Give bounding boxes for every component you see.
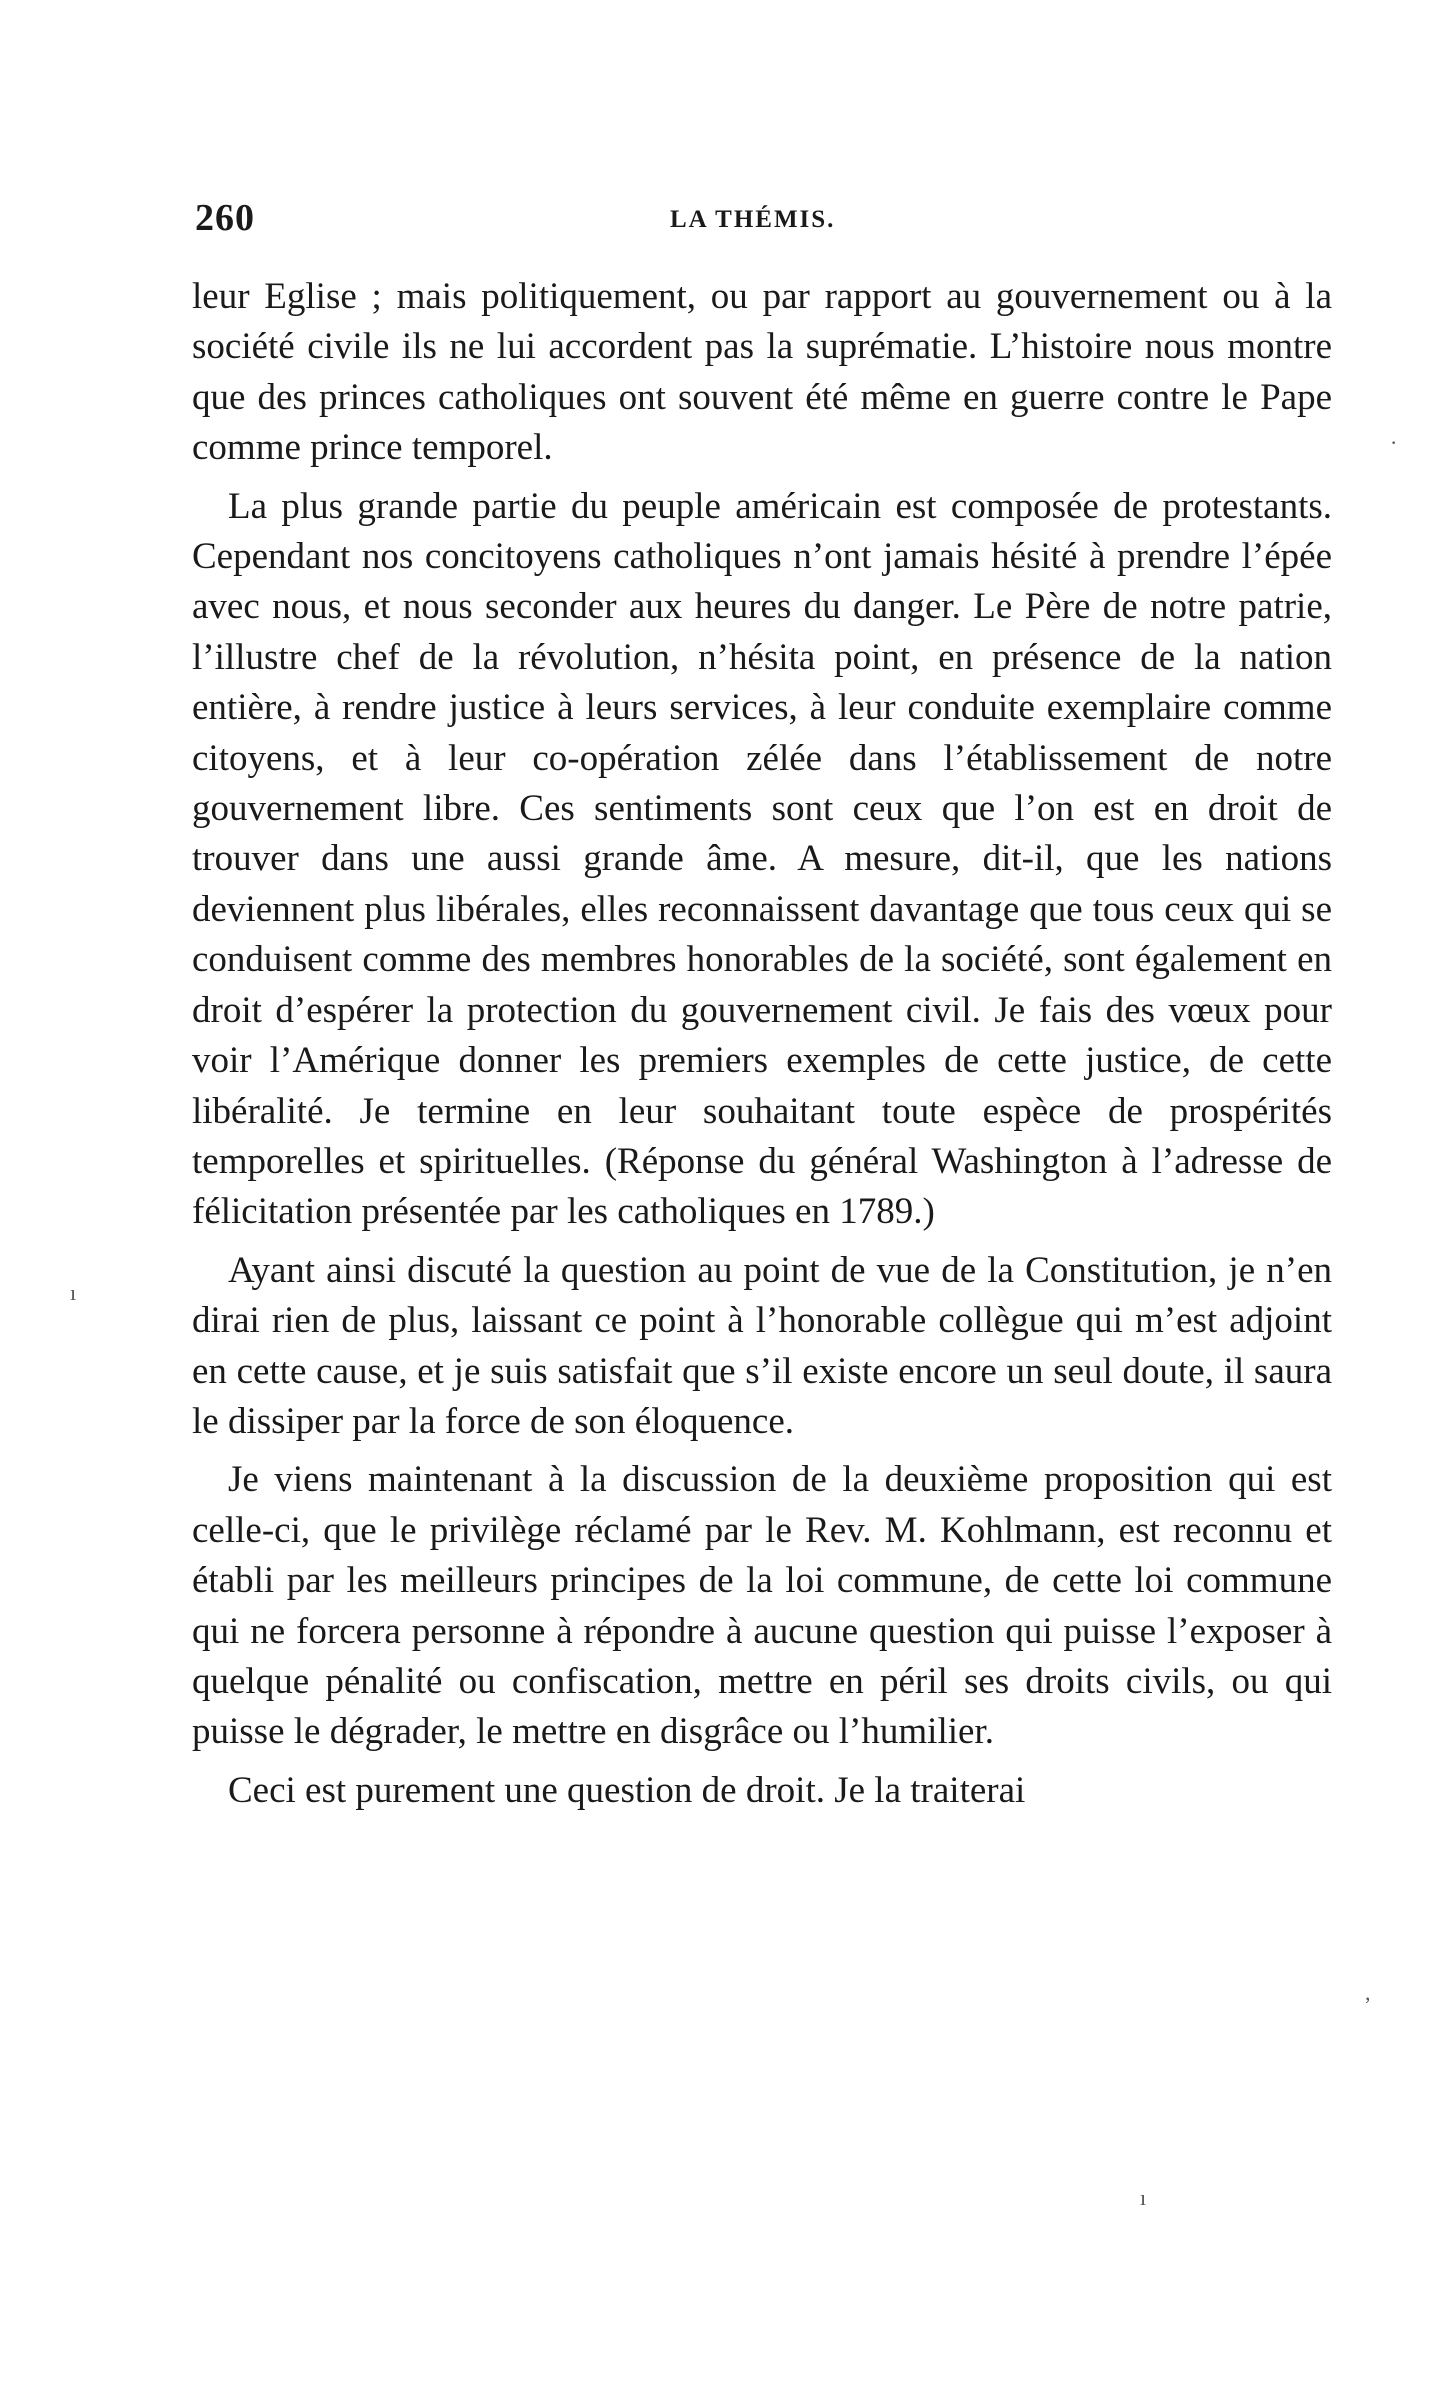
paragraph-3: Ayant ainsi discuté la question au point de vue de la Constitution, je n’en dirai rien de plus, laissant ce point à l’honorable collègue qui m’est adjoint en cette cause, et je suis satisfait que s’il existe encore un seul doute, il saura le dissiper par la force de son éloquence. xyxy=(192,1249,1332,1442)
scan-speck: ı xyxy=(1140,2185,1147,2210)
paragraph-1: leur Eglise ; mais politiquement, ou par rapport au gouvernement ou à la société civile ils ne lui accordent pas la suprématie. L’histoire nous montre que des princes catholiques ont souvent été même en guerre contre le Pape comme prince temporel. xyxy=(192,276,1332,469)
scan-speck: ı xyxy=(70,1280,77,1305)
paragraph-2: La plus grande partie du peuple américain est composée de protestants. Cependant nos concitoyens catholiques n’ont jamais hésité à prendre l’épée avec nous, et nous seconder aux heures du danger. Le Père de notre patrie, l’illustre chef de la révolution, n’hésita point, en présence de la nation entière, à rendre justice à leurs services, à leur conduite exemplaire comme citoyens, et à leur co-opération zélée dans l’établissement de notre gouvernement libre. Ces sentiments sont ceux que l’on est en droit de trouver dans une aussi grande âme. A mesure, dit-il, que les nations deviennent plus libérales, elles reconnaissent davantage que tous ceux qui se conduisent comme des membres honorables de la société, sont également en droit d’espérer la protection du gouvernement civil. Je fais des vœux pour voir l’Amérique donner les premiers exemples de cette justice, de cette libéralité. Je termine en leur souhaitant toute espèce de prospérités temporelles et spirituelles. (Réponse du général Washington à l’adresse de félicitation présentée par les catholiques en 1789.) xyxy=(192,485,1332,1233)
page-header xyxy=(195,196,1330,256)
scan-speck: · xyxy=(1390,430,1398,455)
scan-speck: , xyxy=(1365,1980,1371,2005)
running-title: LA THÉMIS. xyxy=(670,206,836,233)
paragraph-5: Ceci est purement une question de droit. Je la traiterai xyxy=(228,1769,1026,1811)
page-number: 260 xyxy=(195,197,255,239)
paragraph-4: Je viens maintenant à la discussion de la deuxième proposition qui est celle-ci, que le privilège réclamé par le Rev. M. Kohlmann, est reconnu et établi par les meilleurs principes de la loi commune, de cette loi commune qui ne forcera personne à répondre à aucune question qui puisse l’exposer à quelque pénalité ou confiscation, mettre en péril ses droits civils, ou qui puisse le dégrader, le mettre en disgrâce ou l’humilier. xyxy=(192,1459,1332,1753)
body-text xyxy=(192,272,1332,1824)
